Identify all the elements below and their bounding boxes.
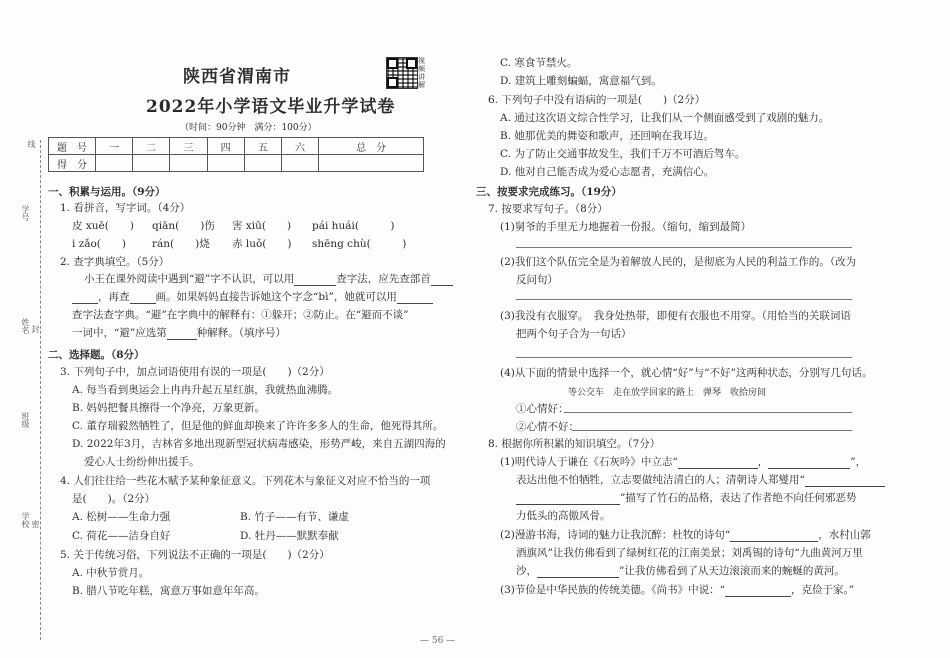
question-6: 6. 下列句子中没有语病的一项是( )（2分） xyxy=(488,94,706,106)
q7-part-4-options: 等公交车 走在放学回家的路上 弹琴 收拾房间 xyxy=(568,388,767,398)
q5-option-d: D. 建筑上雕刻蝙蝠，寓意福气到。 xyxy=(500,75,662,87)
question-4: 4. 人们往往给一些花木赋予某种象征意义。下列花木与象征义对应不恰当的一项 xyxy=(60,475,431,487)
score-table xyxy=(48,137,424,172)
score-cell: 二 xyxy=(133,138,170,155)
q4-option-a: A. 松树——生命力强 xyxy=(72,511,171,523)
section-3-heading: 三、按要求完成练习。（19分） xyxy=(476,186,622,198)
q3-option-d-cont: 爱心人士纷纷伸出援手。 xyxy=(84,456,200,468)
q7-part-2: (2)我们这个队伍完全是为着解放人民的，是彻底为人民的利益工作的。（改为 xyxy=(500,256,857,268)
q8-part-1: (1)明代诗人于谦在《石灰吟》中立志“ ， ”， xyxy=(500,456,867,468)
q8-part-2-cont: 酒旗风”让我仿佛看到了绿树红花的江南美景；刘禹锡的诗句“九曲黄河万里 xyxy=(516,547,863,559)
score-cell: 题 号 xyxy=(49,138,96,155)
score-cell: 六 xyxy=(281,138,318,155)
answer-blank[interactable] xyxy=(730,530,818,542)
answer-blank[interactable] xyxy=(397,292,433,304)
q7-bad-mood-label: ②心情不好： xyxy=(516,421,579,433)
q2-line: 查字法查字典。“避”在字典中的解释有：①躲开；②防止。在“避而不谈” xyxy=(72,309,409,321)
q7-good-mood-label: ①心情好： xyxy=(516,403,569,415)
q7-part-2-cont: 反问句） xyxy=(516,274,558,286)
score-input-cell[interactable] xyxy=(133,155,170,172)
q8-part-1-cont: 表达出他不怕牺牲，立志要做纯洁清白的人；清朝诗人郑燮用“ xyxy=(516,474,885,487)
q4-option-c: C. 荷花——洁身自好 xyxy=(72,530,171,542)
q1-item: ⅰ zǎo( ) xyxy=(72,238,127,250)
question-8: 8. 根据你所积累的知识填空。（7分） xyxy=(488,438,661,450)
answer-blank[interactable] xyxy=(130,292,156,304)
q3-option-d: D. 2022年3月，吉林省多地出现新型冠状病毒感染，形势严峻，来自五湖四海的 xyxy=(72,438,446,450)
q7-part-3-cont: 把两个句子合为一句话） xyxy=(516,328,632,340)
answer-blank[interactable] xyxy=(431,274,453,286)
q5-option-b: B. 腊八节吃年糕，寓意万事如意年年高。 xyxy=(72,585,265,597)
q7-part-4: (4)从下面的情景中选择一个，就心情“好”与“不好”这两种状态，分别写几句话。 xyxy=(500,367,873,379)
q6-option-a: A. 通过这次语文综合性学习，让我们从一个侧面感受到了戏剧的魅力。 xyxy=(500,112,830,124)
answer-blank[interactable] xyxy=(725,585,791,597)
score-cell: 四 xyxy=(207,138,244,155)
side-label-mi: 密 xyxy=(31,520,40,528)
score-input-cell[interactable] xyxy=(244,155,281,172)
q7-part-1: (1)舅爷的手里无力地握着一份报。（缩句，缩到最简） xyxy=(500,221,752,233)
q1-item: shēng chù( ) xyxy=(312,238,407,250)
q6-option-b: B. 她那优美的舞姿和歌声，还回响在我耳边。 xyxy=(500,130,714,142)
answer-line[interactable] xyxy=(564,412,852,413)
qr-label: 视频讲解 xyxy=(418,57,425,89)
question-7: 7. 按要求写句子。（8分） xyxy=(488,203,608,215)
score-input-cell[interactable] xyxy=(281,155,318,172)
answer-line[interactable] xyxy=(516,357,852,358)
q3-option-b: B. 妈妈把餐具擦得一个净亮，万象更新。 xyxy=(72,402,265,414)
question-1: 1. 看拼音，写字词。（4分） xyxy=(60,202,191,214)
q6-option-d: D. 他对自己能否成为爱心志愿者，充满信心。 xyxy=(500,166,715,178)
score-cell: 三 xyxy=(170,138,207,155)
q2-line: 一词中，“避”应选第 种解释。（填序号） xyxy=(72,327,286,339)
q8-part-2: (2)漫游书海，诗词的魅力让我沉醉：杜牧的诗句“ ，水村山郭 xyxy=(500,529,871,541)
score-input-cell[interactable] xyxy=(319,155,424,172)
side-label-feng: 封 xyxy=(31,325,40,333)
question-3: 3. 下列句子中，加点词语使用有误的一项是( )（2分） xyxy=(60,366,330,378)
score-input-cell[interactable] xyxy=(207,155,244,172)
answer-blank[interactable] xyxy=(768,457,850,469)
question-2: 2. 查字典填空。（5分） xyxy=(60,256,170,268)
q8-part-2-cont: 沙， ”让我仿佛看到了从天边滚滚而来的蜿蜒的黄河。 xyxy=(516,565,845,577)
score-cell: 一 xyxy=(96,138,133,155)
q5-option-a: A. 中秋节赏月。 xyxy=(72,567,150,579)
q8-part-1-cont: ”描写了竹石的品格，表达了作者绝不向任何邪恶势 xyxy=(516,492,856,505)
score-table-header-row xyxy=(49,138,424,155)
answer-blank[interactable] xyxy=(805,475,885,487)
section-1-heading: 一、积累与运用。（9分） xyxy=(48,186,166,198)
answer-blank[interactable] xyxy=(678,457,758,469)
answer-blank[interactable] xyxy=(72,292,98,304)
q1-item: rán( )烧 xyxy=(152,238,210,250)
q2-line: ，再查 画。如果妈妈直接告诉她这个字念“bì”，她就可以用 xyxy=(72,291,433,304)
q5-option-c: C. 寒食节禁火。 xyxy=(500,57,578,69)
q1-item: 赤 luǒ( ) xyxy=(232,238,292,250)
score-input-cell[interactable] xyxy=(170,155,207,172)
q3-option-a: A. 每当看到奥运会上冉冉升起五星红旗，我就热血沸腾。 xyxy=(72,384,339,396)
question-5: 5. 关于传统习俗，下列说法不正确的一项是( )（2分） xyxy=(60,549,330,561)
answer-blank[interactable] xyxy=(167,328,197,340)
q1-item: 皮 xuē( ) xyxy=(72,220,134,232)
score-input-cell[interactable] xyxy=(96,155,133,172)
exam-time-note: （时间：90分钟 满分：100分） xyxy=(180,123,317,133)
q8-part-1-cont: 力低头的高傲风骨。 xyxy=(516,510,611,522)
answer-line[interactable] xyxy=(516,299,852,300)
binding-dashed-line xyxy=(40,140,41,640)
q8-part-3: (3)节俭是中华民族的传统美德。《尚书》中说：“ ，克俭于家。” xyxy=(500,584,855,596)
q1-item: pái huái( ) xyxy=(312,220,395,232)
score-cell: 得 分 xyxy=(49,155,96,172)
q4-option-d: D. 牡丹——默默奉献 xyxy=(240,530,339,542)
score-table-score-row xyxy=(49,155,424,172)
answer-blank[interactable] xyxy=(294,274,336,286)
side-label-banji: 班级 xyxy=(21,412,30,428)
side-label-xuehao: 学号 xyxy=(21,205,30,221)
score-cell: 五 xyxy=(244,138,281,155)
side-label-xingming: 姓名 xyxy=(21,318,30,334)
page-number: — 56 — xyxy=(420,636,456,646)
exam-title: 2022年小学语文毕业升学试卷 xyxy=(146,97,396,117)
q2-line: 小王在课外阅读中遇到“避”字不认识，可以用 查字法，应先查部首 xyxy=(84,273,453,286)
side-label-xuexiao: 学校 xyxy=(21,512,30,528)
section-2-heading: 二、选择题。（8分） xyxy=(48,349,145,361)
answer-line[interactable] xyxy=(516,247,852,248)
side-label-xian: 线 xyxy=(27,140,36,148)
answer-blank[interactable] xyxy=(516,493,620,505)
answer-blank[interactable] xyxy=(537,566,619,578)
q1-item: 害 xiū( ) xyxy=(232,220,292,232)
qr-code-icon[interactable] xyxy=(386,57,418,89)
q7-part-3: (3)我没有衣服穿。 我身处热带，即便有衣服也不用穿。（用恰当的关联词语 xyxy=(500,310,851,322)
q6-option-c: C. 为了防止交通事故发生，我们千万不可酒后驾车。 xyxy=(500,148,746,160)
q3-option-c: C. 董存瑞毅然牺牲了，但是他的鲜血却换来了许许多多人的生命，他死得其所。 xyxy=(72,420,444,432)
q1-item: qiān( )伤 xyxy=(152,220,215,232)
q4-option-b: B. 竹子——有节、谦虚 xyxy=(240,511,349,523)
question-4-cont: 是( )。（2分） xyxy=(72,493,156,505)
score-cell: 总 分 xyxy=(319,138,424,155)
exam-title-region: 陕西省渭南市 xyxy=(183,67,291,87)
answer-line[interactable] xyxy=(572,430,852,431)
